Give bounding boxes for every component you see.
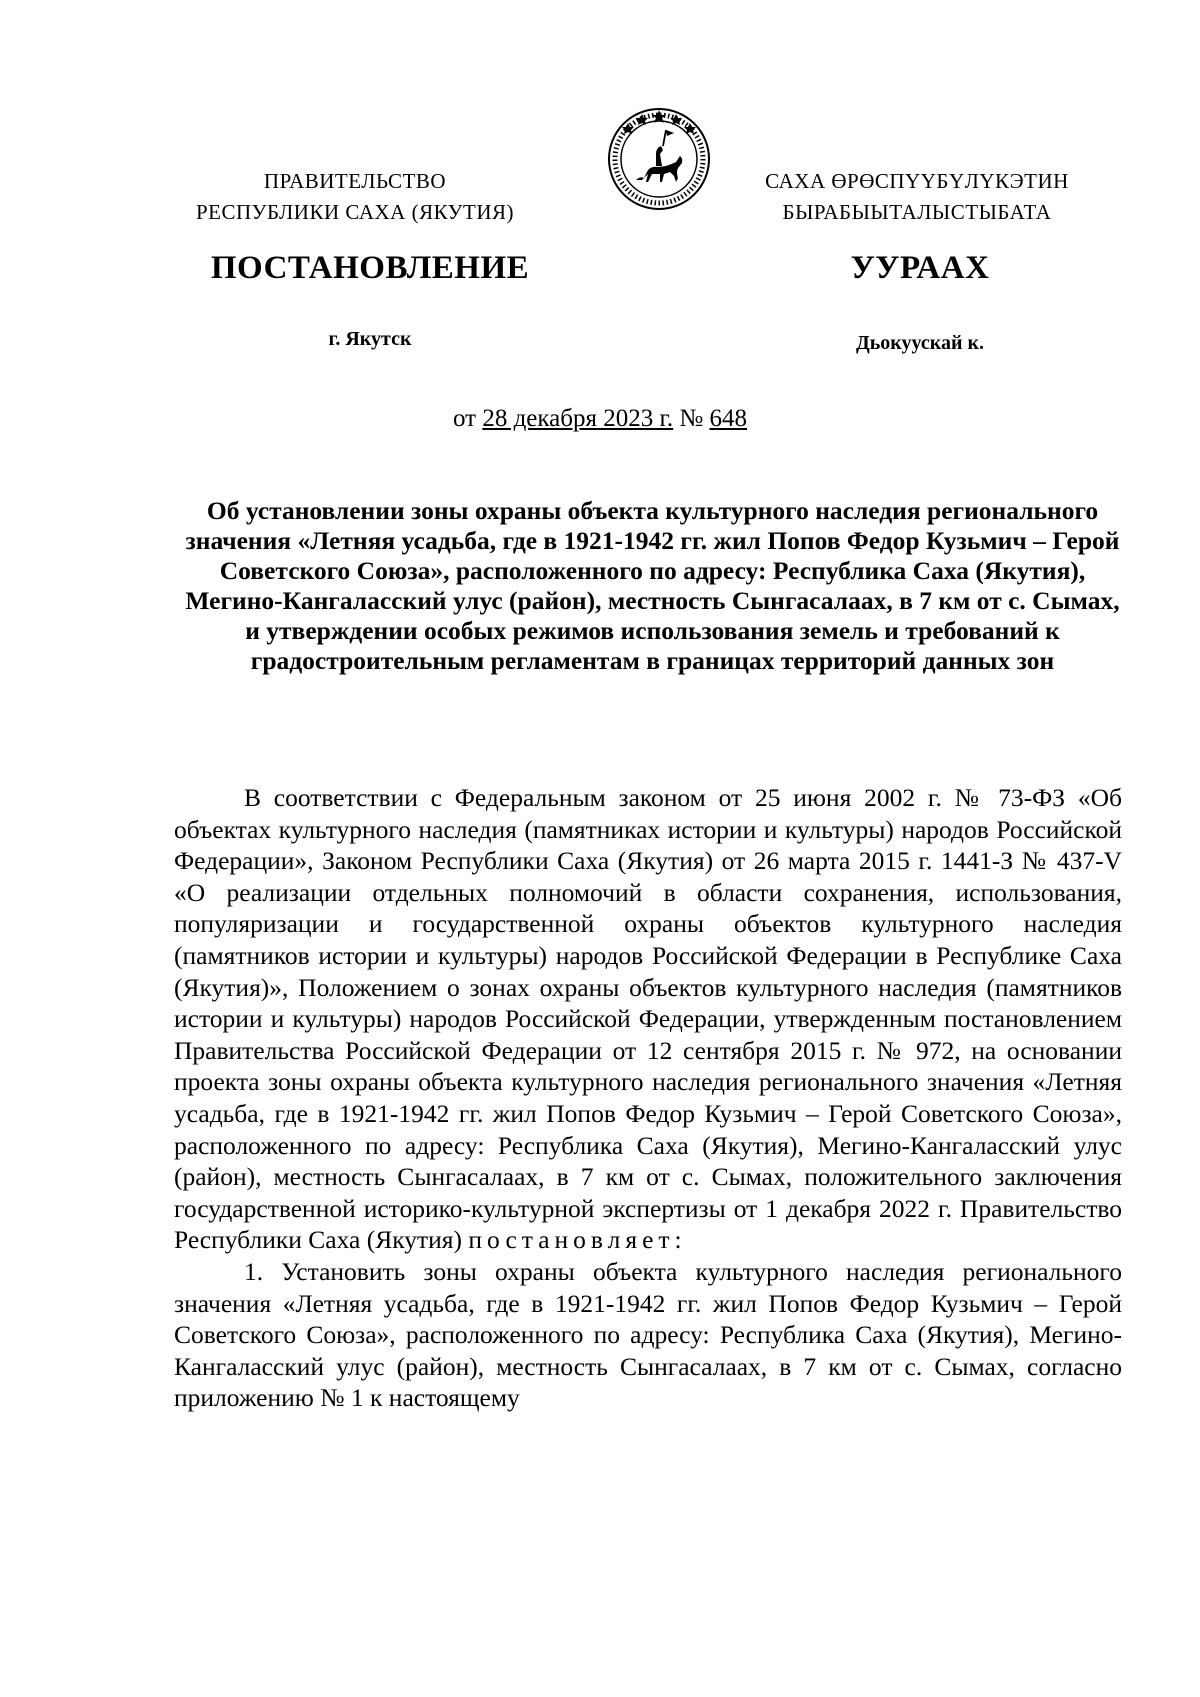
government-name-sakha-line1: САХА ӨРӨСПҮҮБҮЛҮКЭТИН [765,169,1069,193]
decree-dateline [0,405,1200,433]
government-name-sakha-line2: БЫРАБЫЫТАЛЫСТЫБАТА [782,200,1052,224]
decree-body [174,782,1122,1414]
body-paragraph-preamble [174,782,1122,1256]
decree-date: 28 декабря 2023 г. [482,405,674,432]
government-name-ru-line2: РЕСПУБЛИКИ САХА (ЯКУТИЯ) [195,200,515,224]
dateline-prefix: от [452,405,483,432]
government-name-sakha [742,166,1092,228]
coat-of-arms-icon [606,106,712,212]
body-paragraph-item-1: 1. Установить зоны охраны объекта культурного наследия регионального значения «Летняя усадьба, где в 1921-1942 гг. жил Попов Федор Кузьмич – Герой Советского Союза», расположенного по адресу: Республика Саха (Якутия), Мегино-Кангаласский улус (район), местность Сынгасалаах, в 7 км от с. Сымах, согласно приложению № 1 к настоящему [174,1256,1122,1413]
government-name-ru [180,166,530,228]
decree-verb: постановляет: [468,1225,687,1255]
city-ru: г. Якутск [328,328,412,350]
government-name-ru-line1: ПРАВИТЕЛЬСТВО [263,169,447,193]
preamble-text: В соответствии с Федеральным законом от 25 июня 2002 г. № 73-ФЗ «Об объектах культурного наследия (памятниках истории и культуры) народов Российской Федерации», Законом Республики Саха (Якутия) от 26 марта 2015 г. 1441-З № 437-V «О реализации отдельных полномочий в области сохранения, использования, популяризации и государственной охраны объектов культурного наследия (памятников истории и культуры) народов Российской Федерации в Республике Саха (Якутия)», Положением о зонах охраны объектов культурного наследия (памятников истории и культуры) народов Российской Федерации, утвержденным постановлением Правительства Российской Федерации от 12 сентября 2015 г. № 972, на основании проекта зоны охраны объекта культурного наследия регионального значения «Летняя усадьба, где в 1921-1942 гг. жил Попов Федор Кузьмич – Герой Советского Союза», расположенного по адресу: Республика Саха (Якутия), Мегино-Кангаласский улус (район), местность Сынгасалаах, в 7 км от с. Сымах, положительного заключения государственной историко-культурной экспертизы от 1 декабря 2022 г. Правительство Республики Саха (Якутия) [174,783,1122,1255]
decree-number: 648 [709,405,748,432]
dateline-number-prefix: № [673,405,710,432]
city-sakha: Дьокуускай к. [855,332,985,354]
decree-subject: Об установлении зоны охраны объекта культурного наследия регионального значения «Летняя усадьба, где в 1921-1942 гг. жил Попов Федор Кузьмич – Герой Советского Союза», расположенного по адресу: Республика Саха (Якутия), Мегино-Кангаласский улус (район), местность Сынгасалаах, в 7 км от с. Сымах, и утверждении особых режимов использования земель и требований к градостроительным регламентам в границах территорий данных зон [185,496,1120,675]
document-type-sakha: УУРААХ [850,250,990,286]
document-type-ru: ПОСТАНОВЛЕНИЕ [210,250,530,286]
